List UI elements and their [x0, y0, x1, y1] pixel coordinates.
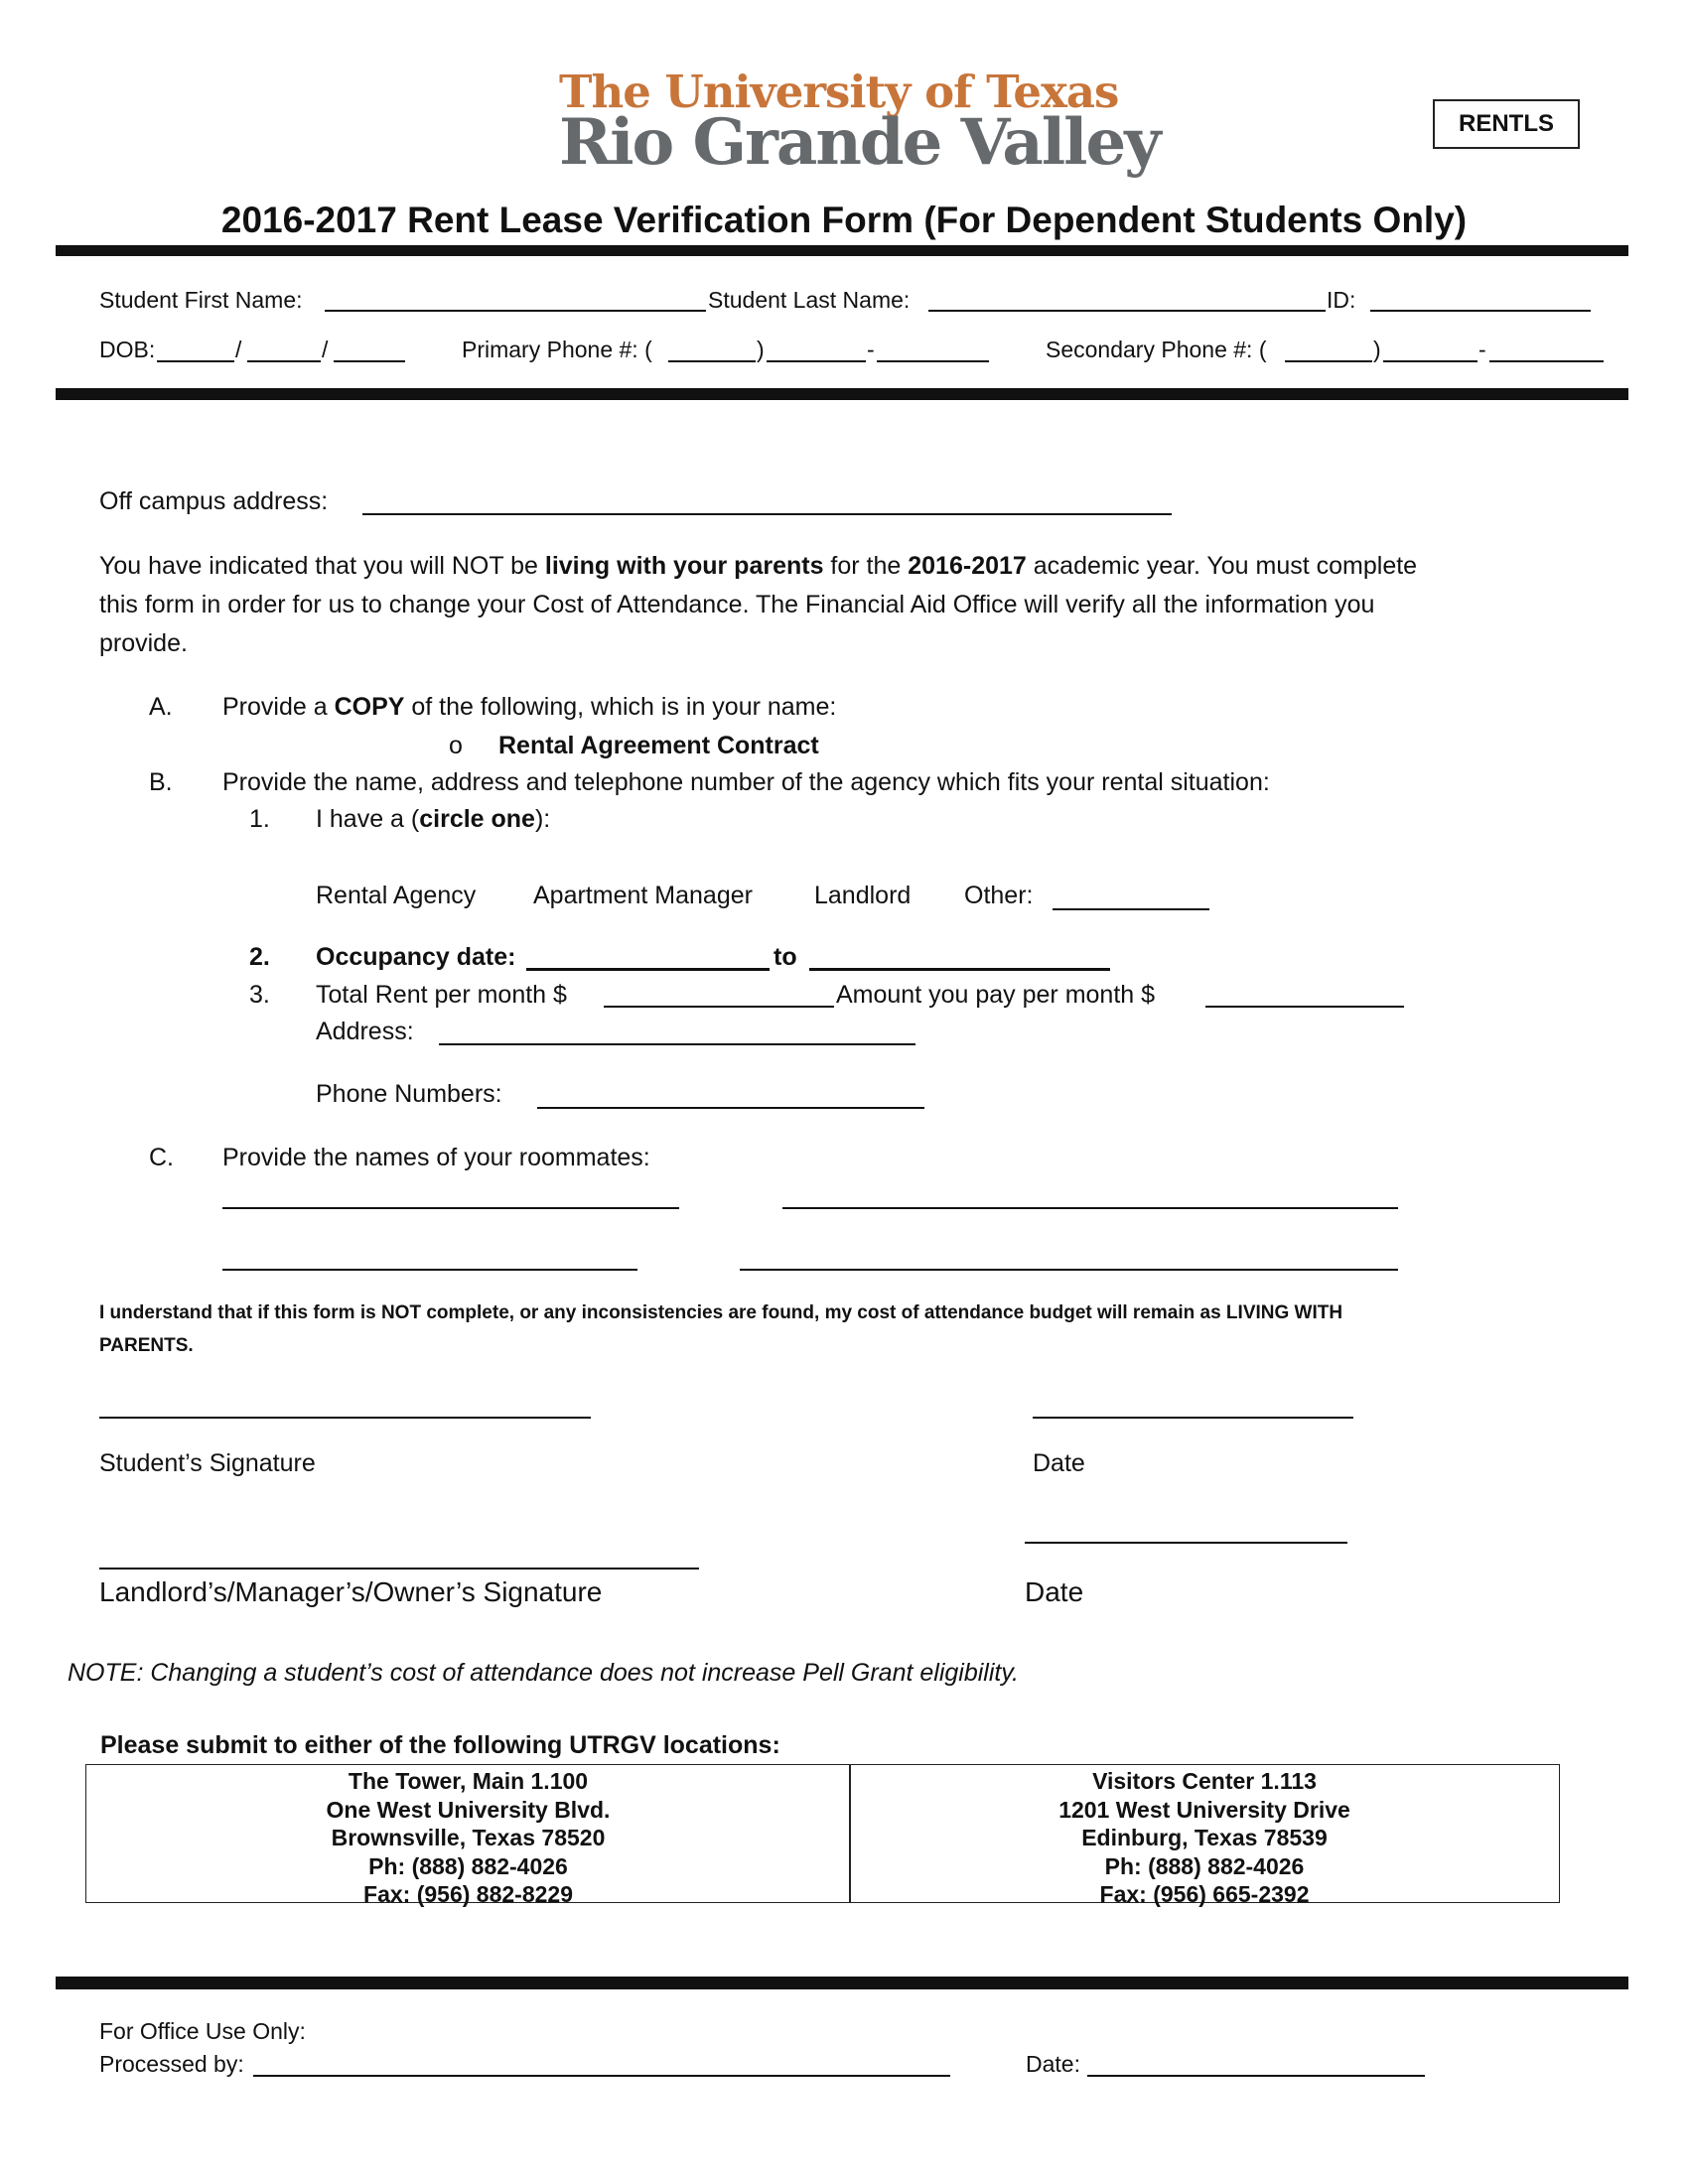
off-campus-address-label: Off campus address: — [99, 487, 329, 515]
amount-you-pay-label: Amount you pay per month $ — [836, 981, 1156, 1009]
primary-phone-prefix-field[interactable] — [767, 360, 866, 362]
intro-line-3: provide. — [99, 629, 188, 657]
processed-by-field[interactable] — [253, 2075, 950, 2077]
student-id-field[interactable] — [1370, 310, 1591, 312]
section-c-letter: C. — [149, 1144, 174, 1171]
occupancy-start-field[interactable] — [526, 968, 770, 971]
office-use-heading: For Office Use Only: — [99, 2018, 306, 2044]
processed-by-label: Processed by: — [99, 2051, 244, 2077]
secondary-phone-line-field[interactable] — [1489, 360, 1604, 362]
agency-phone-label: Phone Numbers: — [316, 1080, 502, 1108]
occupancy-date-label: Occupancy date: — [316, 943, 516, 971]
student-signature-field[interactable] — [99, 1417, 591, 1419]
page-title: 2016-2017 Rent Lease Verification Form (For Dependent Students Only) — [220, 200, 1468, 240]
dob-label: DOB: — [99, 337, 156, 362]
info-divider — [56, 388, 1628, 400]
landlord-date-label: Date — [1025, 1576, 1084, 1607]
rental-agreement-item: Rental Agreement Contract — [498, 732, 819, 759]
student-last-name-field[interactable] — [928, 310, 1326, 312]
section-a-text: Provide a COPY of the following, which is in your name: — [222, 693, 837, 721]
off-campus-address-field[interactable] — [362, 513, 1172, 515]
roommate-3-field[interactable] — [222, 1269, 637, 1271]
agency-phone-field[interactable] — [537, 1107, 924, 1109]
section-b-letter: B. — [149, 768, 173, 796]
statement-line-1: I understand that if this form is NOT complete, or any inconsistencies are found, my cost of attendance budget will remain as LIVING WITH — [99, 1302, 1343, 1323]
location-name: Visitors Center 1.113 — [1092, 1768, 1317, 1794]
b3-number: 3. — [249, 981, 270, 1009]
primary-phone-paren: ) — [757, 337, 765, 362]
landlord-signature-field[interactable] — [99, 1568, 699, 1570]
form-code-box: RENTLS — [1433, 99, 1580, 149]
b1-text: I have a (circle one): — [316, 805, 551, 833]
occupancy-to-label: to — [774, 943, 797, 971]
location-street: 1201 West University Drive — [1058, 1796, 1350, 1823]
primary-phone-label: Primary Phone #: ( — [462, 337, 652, 362]
roommate-4-field[interactable] — [740, 1269, 1398, 1271]
intro-line-2: this form in order for us to change your Cost of Attendance. The Financial Aid Office will verify all the information you — [99, 591, 1375, 618]
section-b-text: Provide the name, address and telephone number of the agency which fits your rental situation: — [222, 768, 1270, 796]
option-landlord[interactable]: Landlord — [814, 882, 912, 909]
occupancy-end-field[interactable] — [809, 968, 1110, 971]
primary-phone-line-field[interactable] — [877, 360, 989, 362]
secondary-phone-dash: - — [1478, 337, 1486, 362]
option-other[interactable]: Other: — [964, 882, 1034, 909]
b2-number: 2. — [249, 943, 270, 971]
roommate-1-field[interactable] — [222, 1207, 679, 1209]
amount-you-pay-field[interactable] — [1205, 1006, 1404, 1008]
agency-address-label: Address: — [316, 1018, 414, 1045]
landlord-date-field[interactable] — [1025, 1542, 1347, 1544]
roommate-2-field[interactable] — [782, 1207, 1398, 1209]
intro-line-1: You have indicated that you will NOT be living with your parents for the 2016-2017 academic year. You must complete — [99, 552, 1418, 580]
logo-line-1: The University of Texas — [559, 66, 1119, 118]
dob-month-field[interactable] — [157, 360, 234, 362]
header-divider — [56, 245, 1628, 256]
primary-phone-dash: - — [867, 337, 875, 362]
pell-note: NOTE: Changing a student’s cost of attendance does not increase Pell Grant eligibility. — [68, 1659, 1019, 1687]
location-fax: Fax: (956) 665-2392 — [1099, 1881, 1310, 1907]
location-fax: Fax: (956) 882-8229 — [363, 1881, 573, 1907]
location-phone: Ph: (888) 882-4026 — [368, 1852, 568, 1879]
secondary-phone-prefix-field[interactable] — [1383, 360, 1477, 362]
location-city: Brownsville, Texas 78520 — [331, 1825, 606, 1850]
total-rent-label: Total Rent per month $ — [316, 981, 567, 1009]
dob-slash-1: / — [235, 337, 242, 362]
statement-line-2: PARENTS. — [99, 1335, 194, 1356]
location-name: The Tower, Main 1.100 — [348, 1768, 589, 1794]
student-date-field[interactable] — [1033, 1417, 1353, 1419]
secondary-phone-area-field[interactable] — [1285, 360, 1372, 362]
location-city: Edinburg, Texas 78539 — [1081, 1825, 1328, 1850]
bullet-icon: o — [449, 732, 463, 759]
dob-day-field[interactable] — [247, 360, 321, 362]
footer-divider — [56, 1977, 1628, 1989]
dob-year-field[interactable] — [334, 360, 405, 362]
option-apartment-manager[interactable]: Apartment Manager — [533, 882, 753, 909]
secondary-phone-label: Secondary Phone #: ( — [1046, 337, 1267, 362]
office-date-label: Date: — [1026, 2051, 1080, 2077]
location-street: One West University Blvd. — [326, 1796, 611, 1823]
section-c-text: Provide the names of your roommates: — [222, 1144, 650, 1171]
option-other-field[interactable] — [1053, 908, 1209, 910]
secondary-phone-paren: ) — [1373, 337, 1381, 362]
primary-phone-area-field[interactable] — [668, 360, 756, 362]
logo-line-2: Rio Grande Valley — [559, 105, 1160, 180]
location-box-tower — [85, 1764, 851, 1907]
agency-address-field[interactable] — [439, 1043, 915, 1045]
student-first-name-label: Student First Name: — [99, 287, 303, 313]
student-first-name-field[interactable] — [325, 310, 706, 312]
student-signature-label: Student’s Signature — [99, 1449, 316, 1477]
option-rental-agency[interactable]: Rental Agency — [316, 882, 477, 909]
dob-slash-2: / — [322, 337, 329, 362]
student-id-label: ID: — [1327, 287, 1356, 313]
location-phone: Ph: (888) 882-4026 — [1104, 1852, 1305, 1879]
office-date-field[interactable] — [1087, 2075, 1425, 2077]
landlord-signature-label: Landlord’s/Manager’s/Owner’s Signature — [99, 1576, 603, 1607]
total-rent-field[interactable] — [604, 1006, 834, 1008]
location-box-visitors-center — [849, 1764, 1560, 1907]
b1-number: 1. — [249, 805, 270, 833]
submit-heading: Please submit to either of the following UTRGV locations: — [100, 1731, 780, 1759]
section-a-letter: A. — [149, 693, 173, 721]
student-date-label: Date — [1033, 1449, 1085, 1477]
student-last-name-label: Student Last Name: — [708, 287, 911, 313]
